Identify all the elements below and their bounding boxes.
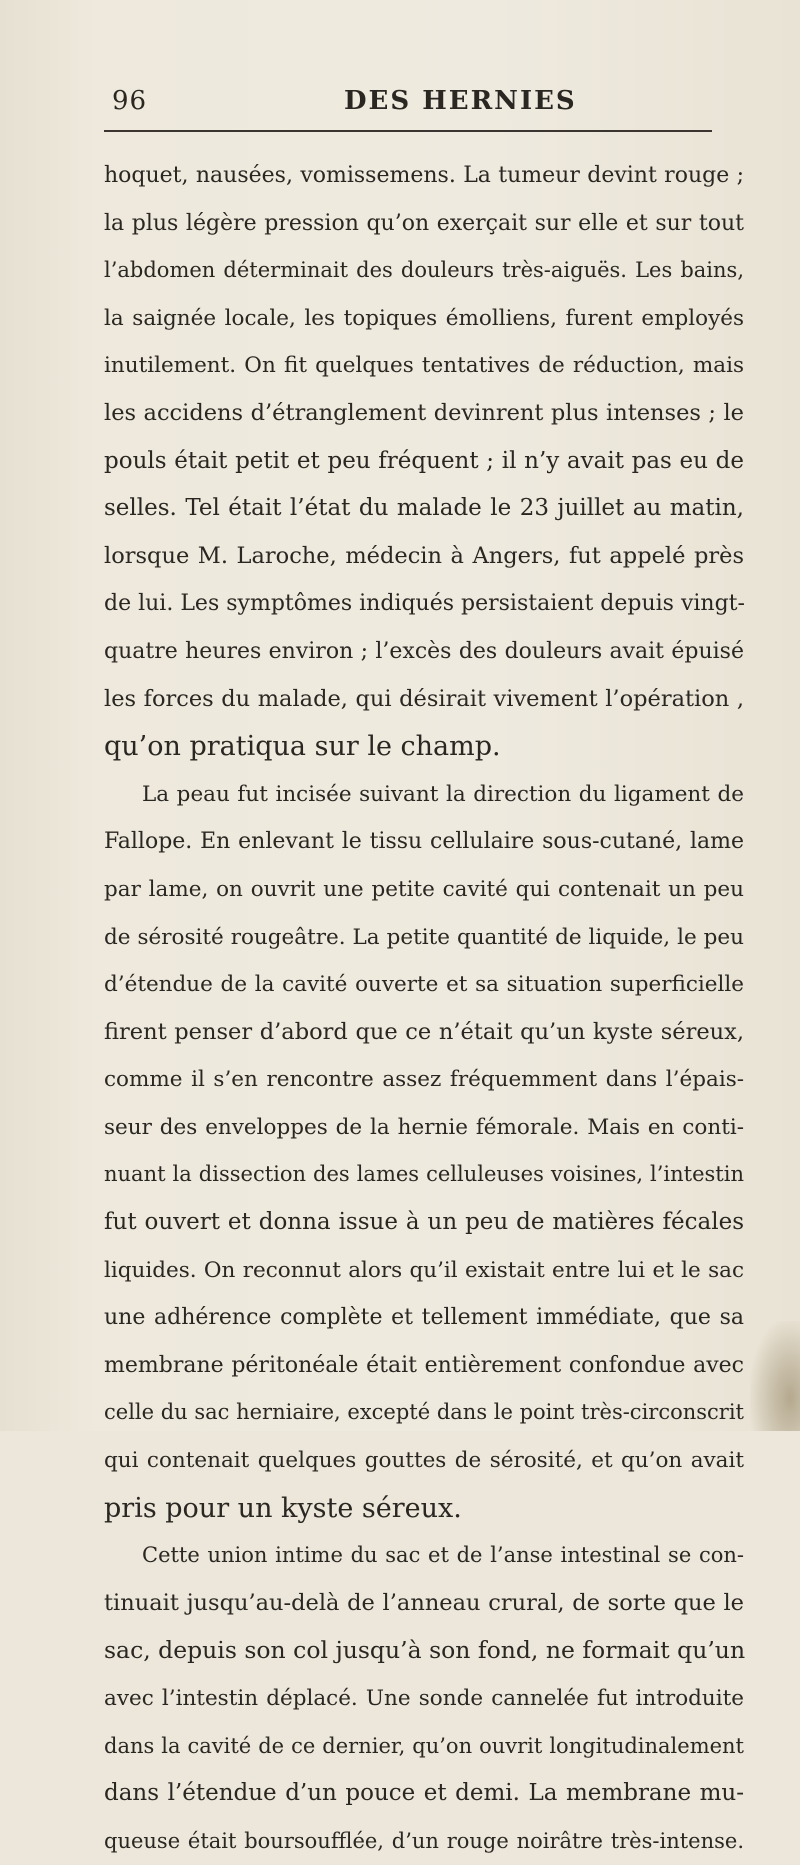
page-number: 96: [112, 86, 148, 116]
text-line: qui contenait quelques gouttes de sérosité, et qu’on avait: [104, 1448, 744, 1474]
text-line: les forces du malade, qui désirait vivement l’opération ,: [104, 685, 744, 712]
text-line: par lame, on ouvrit une petite cavité qui contenait un peu: [104, 876, 744, 902]
text-line: la plus légère pression qu’on exerçait sur elle et sur tout: [104, 210, 744, 236]
text-line: de lui. Les symptômes indiqués persistaient depuis vingt-: [104, 591, 745, 617]
text-line: une adhérence complète et tellement immédiate, que sa: [104, 1305, 744, 1331]
paragraph-1: [104, 152, 744, 771]
text-line: les accidens d’étranglement devinrent plus intenses ; le: [104, 399, 744, 426]
text-line: qu’on pratiqua sur le champ.: [104, 731, 501, 763]
text-line: celle du sac herniaire, excepté dans le point très-circonscrit: [104, 1400, 744, 1425]
text-line: avec l’intestin déplacé. Une sonde cannelée fut introduite: [104, 1686, 744, 1711]
text-line: hoquet, nausées, vomissemens. La tumeur devint rouge ;: [104, 163, 744, 188]
text-line: seur des enveloppes de la hernie fémorale. Mais en conti-: [104, 1114, 744, 1140]
text-line: dans l’étendue d’un pouce et demi. La membrane mu-: [104, 1780, 744, 1807]
text-line: fut ouvert et donna issue à un peu de matières fécales: [104, 1209, 744, 1236]
page-header: [112, 86, 712, 126]
text-line: nuant la dissection des lames celluleuses voisines, l’intestin: [104, 1162, 744, 1187]
text-line: queuse était boursoufflée, d’un rouge noirâtre très-intense.: [104, 1828, 744, 1853]
text-line: dans la cavité de ce dernier, qu’on ouvrit longitudinalement: [104, 1733, 744, 1758]
text-line: de sérosité rougeâtre. La petite quantité de liquide, le peu: [104, 924, 744, 950]
header-rule: [104, 130, 712, 132]
paragraph-3: [104, 1532, 744, 1865]
text-line: pris pour un kyste séreux.: [104, 1492, 462, 1524]
text-line: inutilement. On fit quelques tentatives de réduction, mais: [104, 353, 744, 379]
paragraph-2: [104, 771, 744, 1533]
text-line: comme il s’en rencontre assez fréquemment dans l’épais-: [104, 1067, 744, 1093]
text-line: l’abdomen déterminait des douleurs très-aiguës. Les bains,: [104, 258, 744, 283]
text-line: firent penser d’abord que ce n’était qu’un kyste séreux,: [104, 1018, 744, 1045]
text-line: selles. Tel était l’état du malade le 23 juillet au matin,: [104, 495, 744, 522]
page-stain: [750, 1321, 800, 1431]
text-line: lorsque M. Laroche, médecin à Angers, fut appelé près: [104, 542, 744, 569]
text-line: pouls était petit et peu fréquent ; il n’y avait pas eu de: [104, 447, 744, 474]
text-line: sac, depuis son col jusqu’à son fond, ne formait qu’un: [104, 1636, 746, 1665]
text-line: quatre heures environ ; l’excès des douleurs avait épuisé: [104, 638, 744, 664]
running-title: DES HERNIES: [344, 86, 577, 116]
text-line: la saignée locale, les topiques émolliens, furent employés: [104, 305, 744, 331]
text-line: liquides. On reconnut alors qu’il existait entre lui et le sac: [104, 1257, 744, 1283]
text-line: La peau fut incisée suivant la direction du ligament de: [142, 781, 744, 807]
text-line: tinuait jusqu’au-delà de l’anneau crural, de sorte que le: [104, 1589, 744, 1616]
text-line: d’étendue de la cavité ouverte et sa situation superficielle: [104, 972, 744, 998]
body-text: [104, 152, 744, 1865]
text-line: Fallope. En enlevant le tissu cellulaire sous-cutané, lame: [104, 829, 744, 855]
text-line: Cette union intime du sac et de l’anse intestinal se con-: [142, 1543, 744, 1568]
text-line: membrane péritonéale était entièrement confondue avec: [104, 1352, 744, 1378]
